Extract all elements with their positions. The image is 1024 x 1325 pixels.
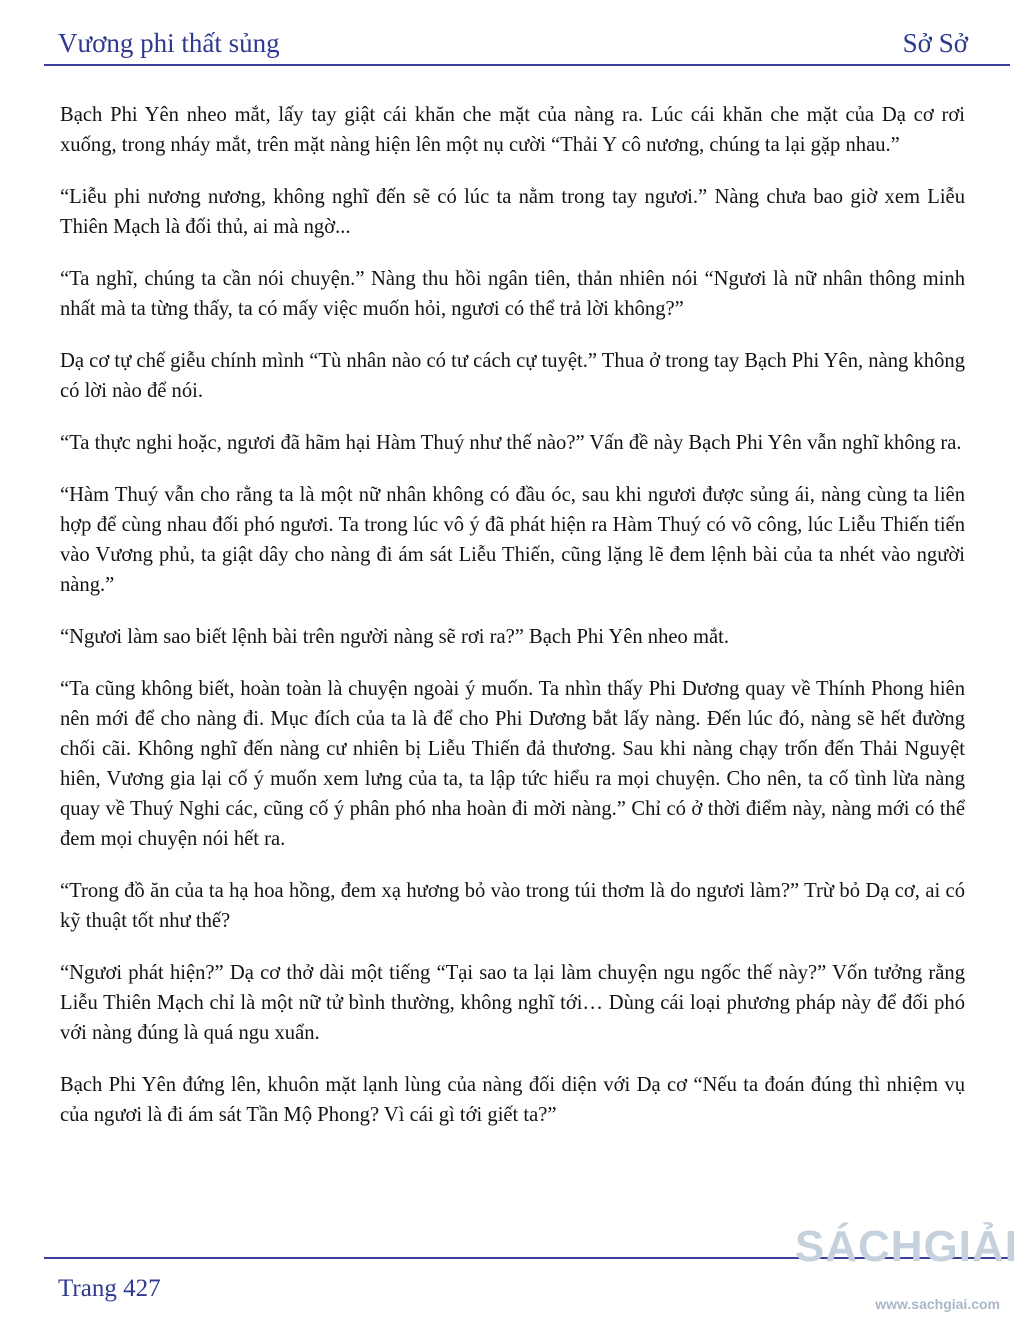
page-number: Trang 427 bbox=[58, 1275, 161, 1302]
paragraph: “Ngươi làm sao biết lệnh bài trên người nàng sẽ rơi ra?” Bạch Phi Yên nheo mắt. bbox=[60, 626, 729, 648]
paragraph: “Ngươi phát hiện?” Dạ cơ thở dài một tiếng “Tại sao ta lại làm chuyện ngu ngốc thế này?” Vốn tưởng rằng Liễu Thiên Mạch chỉ là một nữ tử bình thường, không nghĩ tới… Dùng cái loại phương pháp này để đối phó với nàng đúng là quá ngu xuẩn. bbox=[60, 962, 965, 1044]
paragraph: Bạch Phi Yên nheo mắt, lấy tay giật cái khăn che mặt của nàng ra. Lúc cái khăn che mặt của Dạ cơ rơi xuống, trong nháy mắt, trên mặt nàng hiện lên một nụ cười “Thải Y cô nương, chúng ta lại gặp nhau.” bbox=[60, 104, 965, 156]
header-divider bbox=[44, 64, 1010, 66]
page-body bbox=[60, 100, 965, 1152]
watermark-url: www.sachgiai.com bbox=[875, 1296, 1000, 1312]
paragraph: Dạ cơ tự chế giễu chính mình “Tù nhân nào có tư cách cự tuyệt.” Thua ở trong tay Bạch Phi Yên, nàng không có lời nào để nói. bbox=[60, 350, 965, 402]
paragraph: “Ta nghĩ, chúng ta cần nói chuyện.” Nàng thu hồi ngân tiên, thản nhiên nói “Ngươi là nữ nhân thông minh nhất mà ta từng thấy, ta có mấy việc muốn hỏi, ngươi có thể trả lời không?” bbox=[60, 268, 965, 320]
paragraph: “Ta thực nghi hoặc, ngươi đã hãm hại Hàm Thuý như thế nào?” Vấn đề này Bạch Phi Yên vẫn nghĩ không ra. bbox=[60, 432, 962, 454]
watermark-logo: SÁCHGIẢI bbox=[794, 1222, 1018, 1271]
paragraph: “Hàm Thuý vẫn cho rằng ta là một nữ nhân không có đầu óc, sau khi ngươi được sủng ái, nàng cùng ta liên hợp để cùng nhau đối phó ngươi. Ta trong lúc vô ý đã phát hiện ra Hàm Thuý có võ công, lúc Liễu Thiến tiến vào Vương phủ, ta giật dây cho nàng đi ám sát Liễu Thiến, cũng lặng lẽ đem lệnh bài của ta nhét vào người nàng.” bbox=[60, 484, 965, 596]
paragraph: “Liễu phi nương nương, không nghĩ đến sẽ có lúc ta nằm trong tay ngươi.” Nàng chưa bao giờ xem Liễu Thiên Mạch là đối thủ, ai mà ngờ... bbox=[60, 186, 965, 238]
paragraph: Bạch Phi Yên đứng lên, khuôn mặt lạnh lùng của nàng đối diện với Dạ cơ “Nếu ta đoán đúng thì nhiệm vụ của ngươi là đi ám sát Tần Mộ Phong? Vì cái gì tới giết ta?” bbox=[60, 1074, 965, 1126]
watermark bbox=[794, 1222, 1018, 1322]
paragraph: “Ta cũng không biết, hoàn toàn là chuyện ngoài ý muốn. Ta nhìn thấy Phi Dương quay về Thính Phong hiên nên mới để cho nàng đi. Mục đích của ta là để cho Phi Dương bắt lấy nàng. Đến lúc đó, nàng sẽ hết đường chối cãi. Không nghĩ đến nàng cư nhiên bị Liễu Thiến đả thương. Sau khi nàng chạy trốn đến Thải Nguyệt hiên, Vương gia lại cố ý muốn xem lưng của ta, ta lập tức hiểu ra mọi chuyện. Cho nên, ta cố tình lừa nàng quay về Thuý Nghi các, cũng cố ý phân phó nha hoàn đi mời nàng.” Chỉ có ở thời điểm này, nàng mới có thể đem mọi chuyện nói hết ra. bbox=[60, 678, 965, 850]
book-author: Sở Sở bbox=[902, 28, 968, 58]
paragraph: “Trong đồ ăn của ta hạ hoa hồng, đem xạ hương bỏ vào trong túi thơm là do ngươi làm?” Trừ bỏ Dạ cơ, ai có kỹ thuật tốt như thế? bbox=[60, 880, 965, 932]
book-title: Vương phi thất sủng bbox=[58, 28, 280, 58]
page-header bbox=[58, 26, 968, 66]
